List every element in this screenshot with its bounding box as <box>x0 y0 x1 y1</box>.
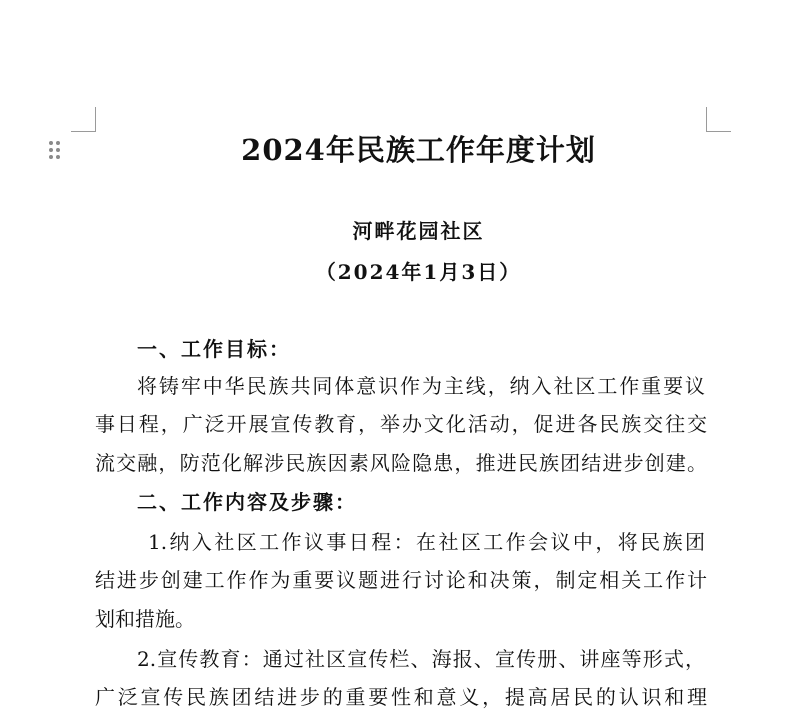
organization-name: 河畔花园社区 <box>352 219 485 243</box>
paragraph-line: 事日程，广泛开展宣传教育，举办文化活动，促进各民族交往交 <box>95 412 707 436</box>
list-item-line: 1.纳入社区工作议事日程：在社区工作会议中，将民族团 <box>148 530 705 554</box>
section-heading: 一、工作目标： <box>137 337 291 361</box>
list-item-line: 2.宣传教育：通过社区宣传栏、海报、宣传册、讲座等形式， <box>137 647 705 671</box>
document-title: 2024年民族工作年度计划 <box>241 133 596 167</box>
document-date: （2024年1月3日） <box>315 260 522 284</box>
paragraph-line: 将铸牢中华民族共同体意识作为主线，纳入社区工作重要议 <box>137 374 705 398</box>
list-item-line: 划和措施。 <box>95 607 195 631</box>
list-item-line: 广泛宣传民族团结进步的重要性和意义，提高居民的认识和理 <box>95 685 707 709</box>
list-item-line: 结进步创建工作作为重要议题进行讨论和决策，制定相关工作计 <box>95 568 707 592</box>
paragraph-line: 流交融，防范化解涉民族因素风险隐患，推进民族团结进步创建。 <box>95 451 707 475</box>
section-heading: 二、工作内容及步骤： <box>137 490 357 514</box>
